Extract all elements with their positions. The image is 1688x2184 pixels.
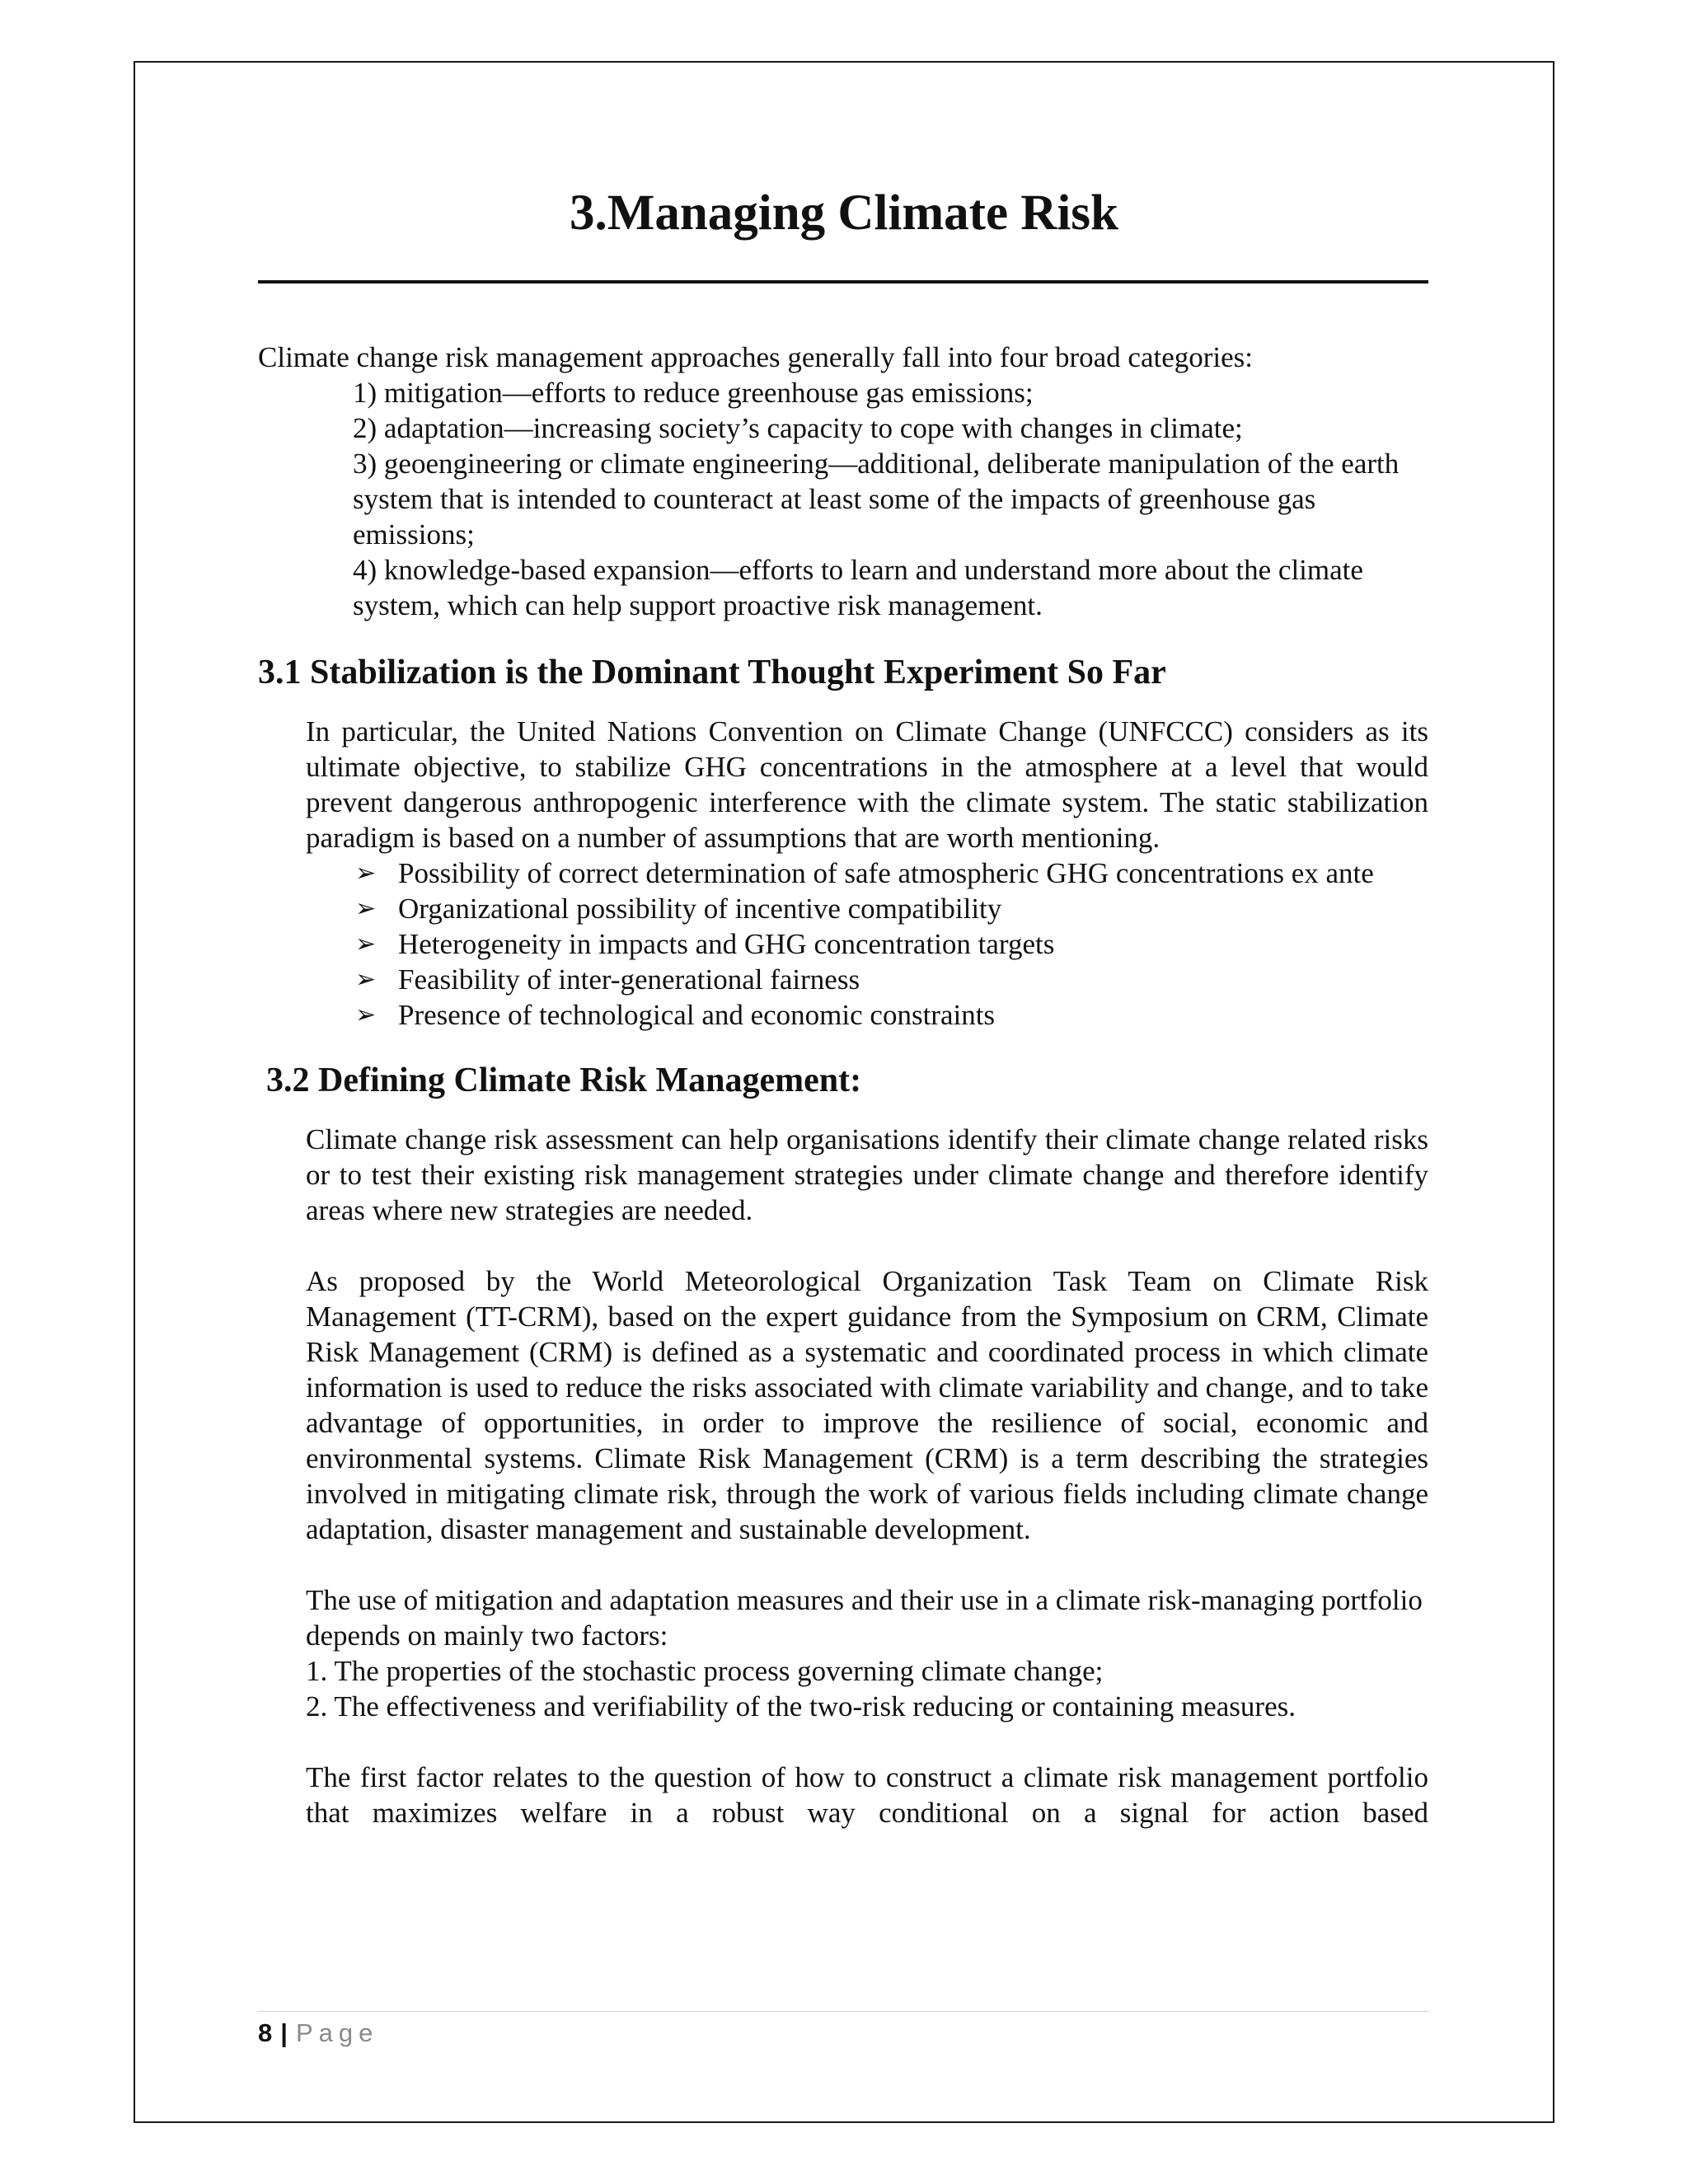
bullet-text: Possibility of correct determination of safe atmospheric GHG concentrations ex ante: [398, 857, 1374, 889]
paragraph-gap: [306, 1547, 1428, 1582]
document-title: 3.Managing Climate Risk: [570, 185, 1118, 241]
intro-lead: Climate change risk management approaches generally fall into four broad categories:: [258, 341, 1254, 373]
section-1-heading: 3.1 Stabilization is the Dominant Thought Experiment So Far: [258, 654, 1166, 691]
list-item: [355, 997, 1428, 1033]
arrow-bullet-icon: ➢: [355, 894, 377, 923]
section-2-content: [258, 1122, 1428, 1830]
factor-item-2: 2. The effectiveness and verifiability of the two-risk reducing or containing measures.: [306, 1690, 1296, 1722]
list-item: [355, 891, 1428, 926]
arrow-bullet-icon: ➢: [355, 930, 377, 958]
section-1-content: [258, 714, 1428, 1033]
section-2-paragraph-3: The use of mitigation and adaptation measures and their use in a climate risk-managing portfolio depends on mainly two factors:: [306, 1584, 1423, 1652]
intro-item-3: 3) geoengineering or climate engineering—additional, deliberate manipulation of the earth system that is intended to counteract at least some of the impacts of greenhouse gas emissions;: [353, 448, 1400, 551]
bullet-text: Organizational possibility of incentive compatibility: [398, 893, 1002, 925]
section-1-paragraph: In particular, the United Nations Convention on Climate Change (UNFCCC) considers as its ultimate objective, to stabilize GHG concentrations in the atmosphere at a level that would prevent dangerous anthropogenic interference with the climate system. The static stabilization paradigm is based on a number of assumptions that are worth mentioning.: [306, 715, 1428, 854]
assumptions-list: [306, 855, 1428, 1033]
footer-separator: |: [280, 2018, 288, 2047]
intro-item-1: 1) mitigation—efforts to reduce greenhouse gas emissions;: [353, 377, 1034, 409]
section-2-paragraph-4: The first factor relates to the question of how to construct a climate risk management portfolio that maximizes welfare in a robust way conditional on a signal for action based: [306, 1761, 1428, 1829]
page-label: Page: [295, 2018, 379, 2047]
section-2-paragraph-2: As proposed by the World Meteorological Organization Task Team on Climate Risk Management (TT-CRM), based on the expert guidance from the Symposium on CRM, Climate Risk Management (CRM) is defined as a systematic and coordinated process in which climate information is used to reduce the risks associated with climate variability and change, and to take advantage of opportunities, in order to improve the resilience of social, economic and environmental systems. Climate Risk Management (CRM) is a term describing the strategies involved in mitigating climate risk, through the work of various fields including climate change adaptation, disaster management and sustainable development.: [306, 1265, 1428, 1545]
list-item: [355, 926, 1428, 962]
section-2-paragraph-1: Climate change risk assessment can help organisations identify their climate change related risks or to test their existing risk management strategies under climate change and therefore identify areas where new strategies are needed.: [306, 1123, 1428, 1226]
title-underline: [258, 280, 1428, 284]
page-footer: [258, 2017, 378, 2050]
list-item: [355, 855, 1428, 891]
factor-item-1: 1. The properties of the stochastic process governing climate change;: [306, 1655, 1104, 1687]
paragraph-gap: [306, 1724, 1428, 1760]
section-2-heading: 3.2 Defining Climate Risk Management:: [266, 1062, 862, 1099]
bullet-text: Heterogeneity in impacts and GHG concentration targets: [398, 928, 1055, 960]
bullet-text: Feasibility of inter-generational fairness: [398, 963, 860, 996]
arrow-bullet-icon: ➢: [355, 1001, 377, 1029]
paragraph-gap: [306, 1228, 1428, 1263]
list-item: [355, 962, 1428, 997]
page-number: 8: [258, 2018, 273, 2047]
arrow-bullet-icon: ➢: [355, 859, 377, 888]
footer-divider: [258, 2011, 1428, 2012]
bullet-text: Presence of technological and economic constraints: [398, 999, 996, 1031]
intro-item-4: 4) knowledge-based expansion—efforts to learn and understand more about the climate system, which can help support proactive risk management.: [353, 554, 1363, 621]
arrow-bullet-icon: ➢: [355, 965, 377, 994]
document-body: [258, 340, 1428, 1830]
intro-item-2: 2) adaptation—increasing society’s capacity to cope with changes in climate;: [353, 412, 1243, 444]
